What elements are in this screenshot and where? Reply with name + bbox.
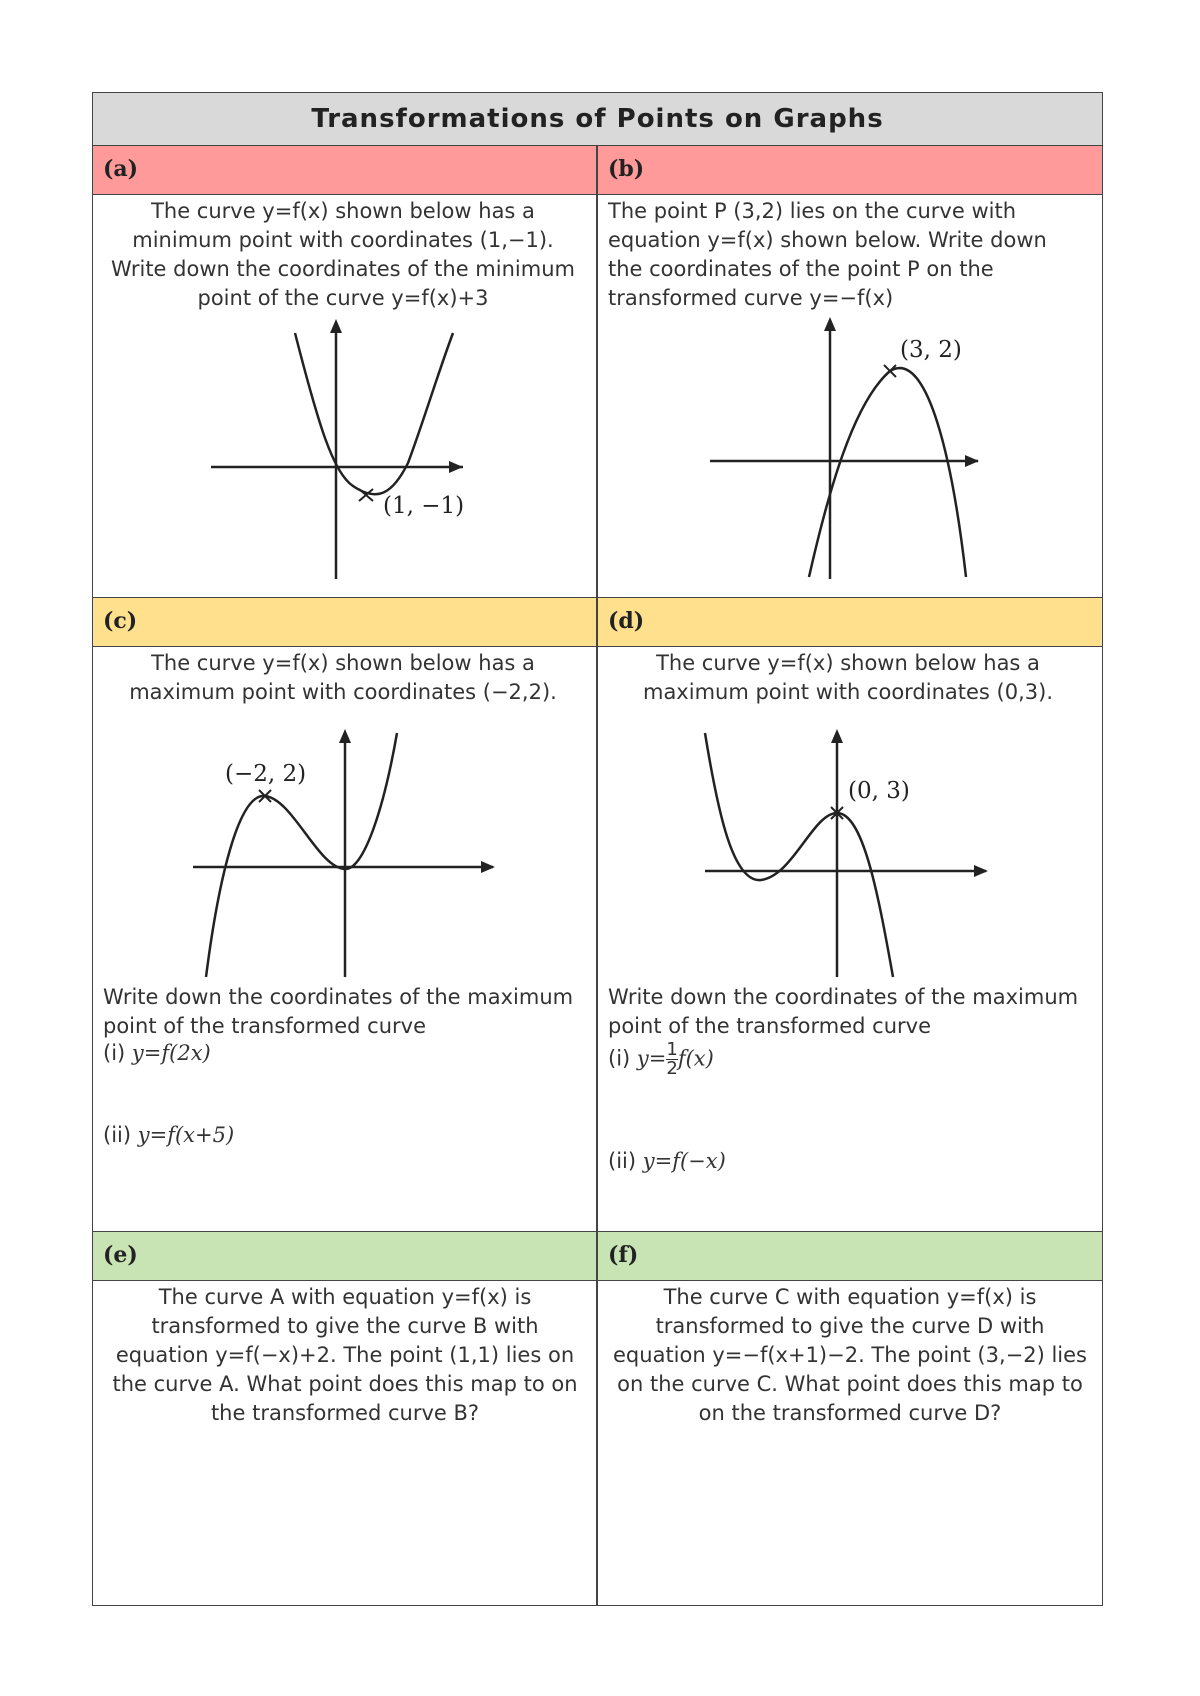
graph-c-point-label: (−2, 2) bbox=[225, 761, 307, 787]
graph-d-point-label: (0, 3) bbox=[848, 778, 910, 804]
fraction-numerator: 1 bbox=[666, 1039, 678, 1060]
section-d-part-i-eq-pre: y= bbox=[636, 1046, 667, 1071]
section-d-text: The curve y=f(x) shown below has a maximum point with coordinates (0,3). bbox=[642, 651, 1054, 704]
section-d-part-ii-label: (ii) bbox=[608, 1149, 637, 1173]
section-d-fraction bbox=[666, 1041, 677, 1078]
section-d-part-ii-equation: y=f(−x) bbox=[642, 1149, 726, 1173]
section-c-part-ii-label: (ii) bbox=[103, 1123, 132, 1147]
section-c-header: (c) bbox=[93, 597, 596, 647]
section-d-part-i bbox=[608, 1041, 714, 1078]
section-b-header: (b) bbox=[598, 145, 1102, 195]
section-c-part-ii bbox=[103, 1121, 234, 1150]
section-e-text: The curve A with equation y=f(x) is transformed to give the curve B with equation y=f(−x)+2. The point (1,1) lies on the curve A. What point does this map to on the transformed curve B? bbox=[112, 1285, 578, 1425]
graph-b-point-label: (3, 2) bbox=[900, 337, 962, 363]
section-f-text: The curve C with equation y=f(x) is transformed to give the curve D with equation y=−f(x+1)−2. The point (3,−2) lies on the curve C. What point does this map to on the transformed curve D? bbox=[613, 1285, 1087, 1425]
worksheet bbox=[92, 92, 1103, 1606]
section-d-part-i-eq-post: f(x) bbox=[677, 1046, 714, 1071]
section-c-text: The curve y=f(x) shown below has a maximum point with coordinates (−2,2). bbox=[129, 651, 557, 704]
section-c-part-i-label: (i) bbox=[103, 1041, 126, 1065]
graph-d-curve bbox=[705, 733, 893, 977]
graph-a-point-label: (1, −1) bbox=[383, 493, 465, 519]
section-c-part-i bbox=[103, 1039, 211, 1068]
section-c-part-i-equation: y=f(2x) bbox=[131, 1041, 211, 1065]
worksheet-title: Transformations of Points on Graphs bbox=[93, 93, 1102, 146]
section-f-header: (f) bbox=[598, 1231, 1102, 1281]
section-b-text: The point P (3,2) lies on the curve with equation y=f(x) shown below. Write down the coordinates of the point P on the transformed curve y=−f(x) bbox=[608, 199, 1047, 310]
section-e-header: (e) bbox=[93, 1231, 596, 1281]
section-c-part-ii-equation: y=f(x+5) bbox=[137, 1123, 235, 1147]
section-d-question: Write down the coordinates of the maximum point of the transformed curve bbox=[608, 985, 1079, 1038]
graph-d-x-arrow bbox=[974, 865, 988, 877]
fraction-denominator: 2 bbox=[666, 1058, 678, 1079]
section-d-part-i-label: (i) bbox=[608, 1046, 631, 1071]
section-d-part-ii bbox=[608, 1147, 726, 1176]
section-a-text: The curve y=f(x) shown below has a minimum point with coordinates (1,−1). Write down the coordinates of the minimum point of the curve y=f(x)+3 bbox=[111, 199, 575, 310]
graph-d-y-arrow bbox=[831, 729, 843, 743]
section-d-header: (d) bbox=[598, 597, 1102, 647]
section-a-header: (a) bbox=[93, 145, 596, 195]
section-c-question: Write down the coordinates of the maximum point of the transformed curve bbox=[103, 985, 574, 1038]
